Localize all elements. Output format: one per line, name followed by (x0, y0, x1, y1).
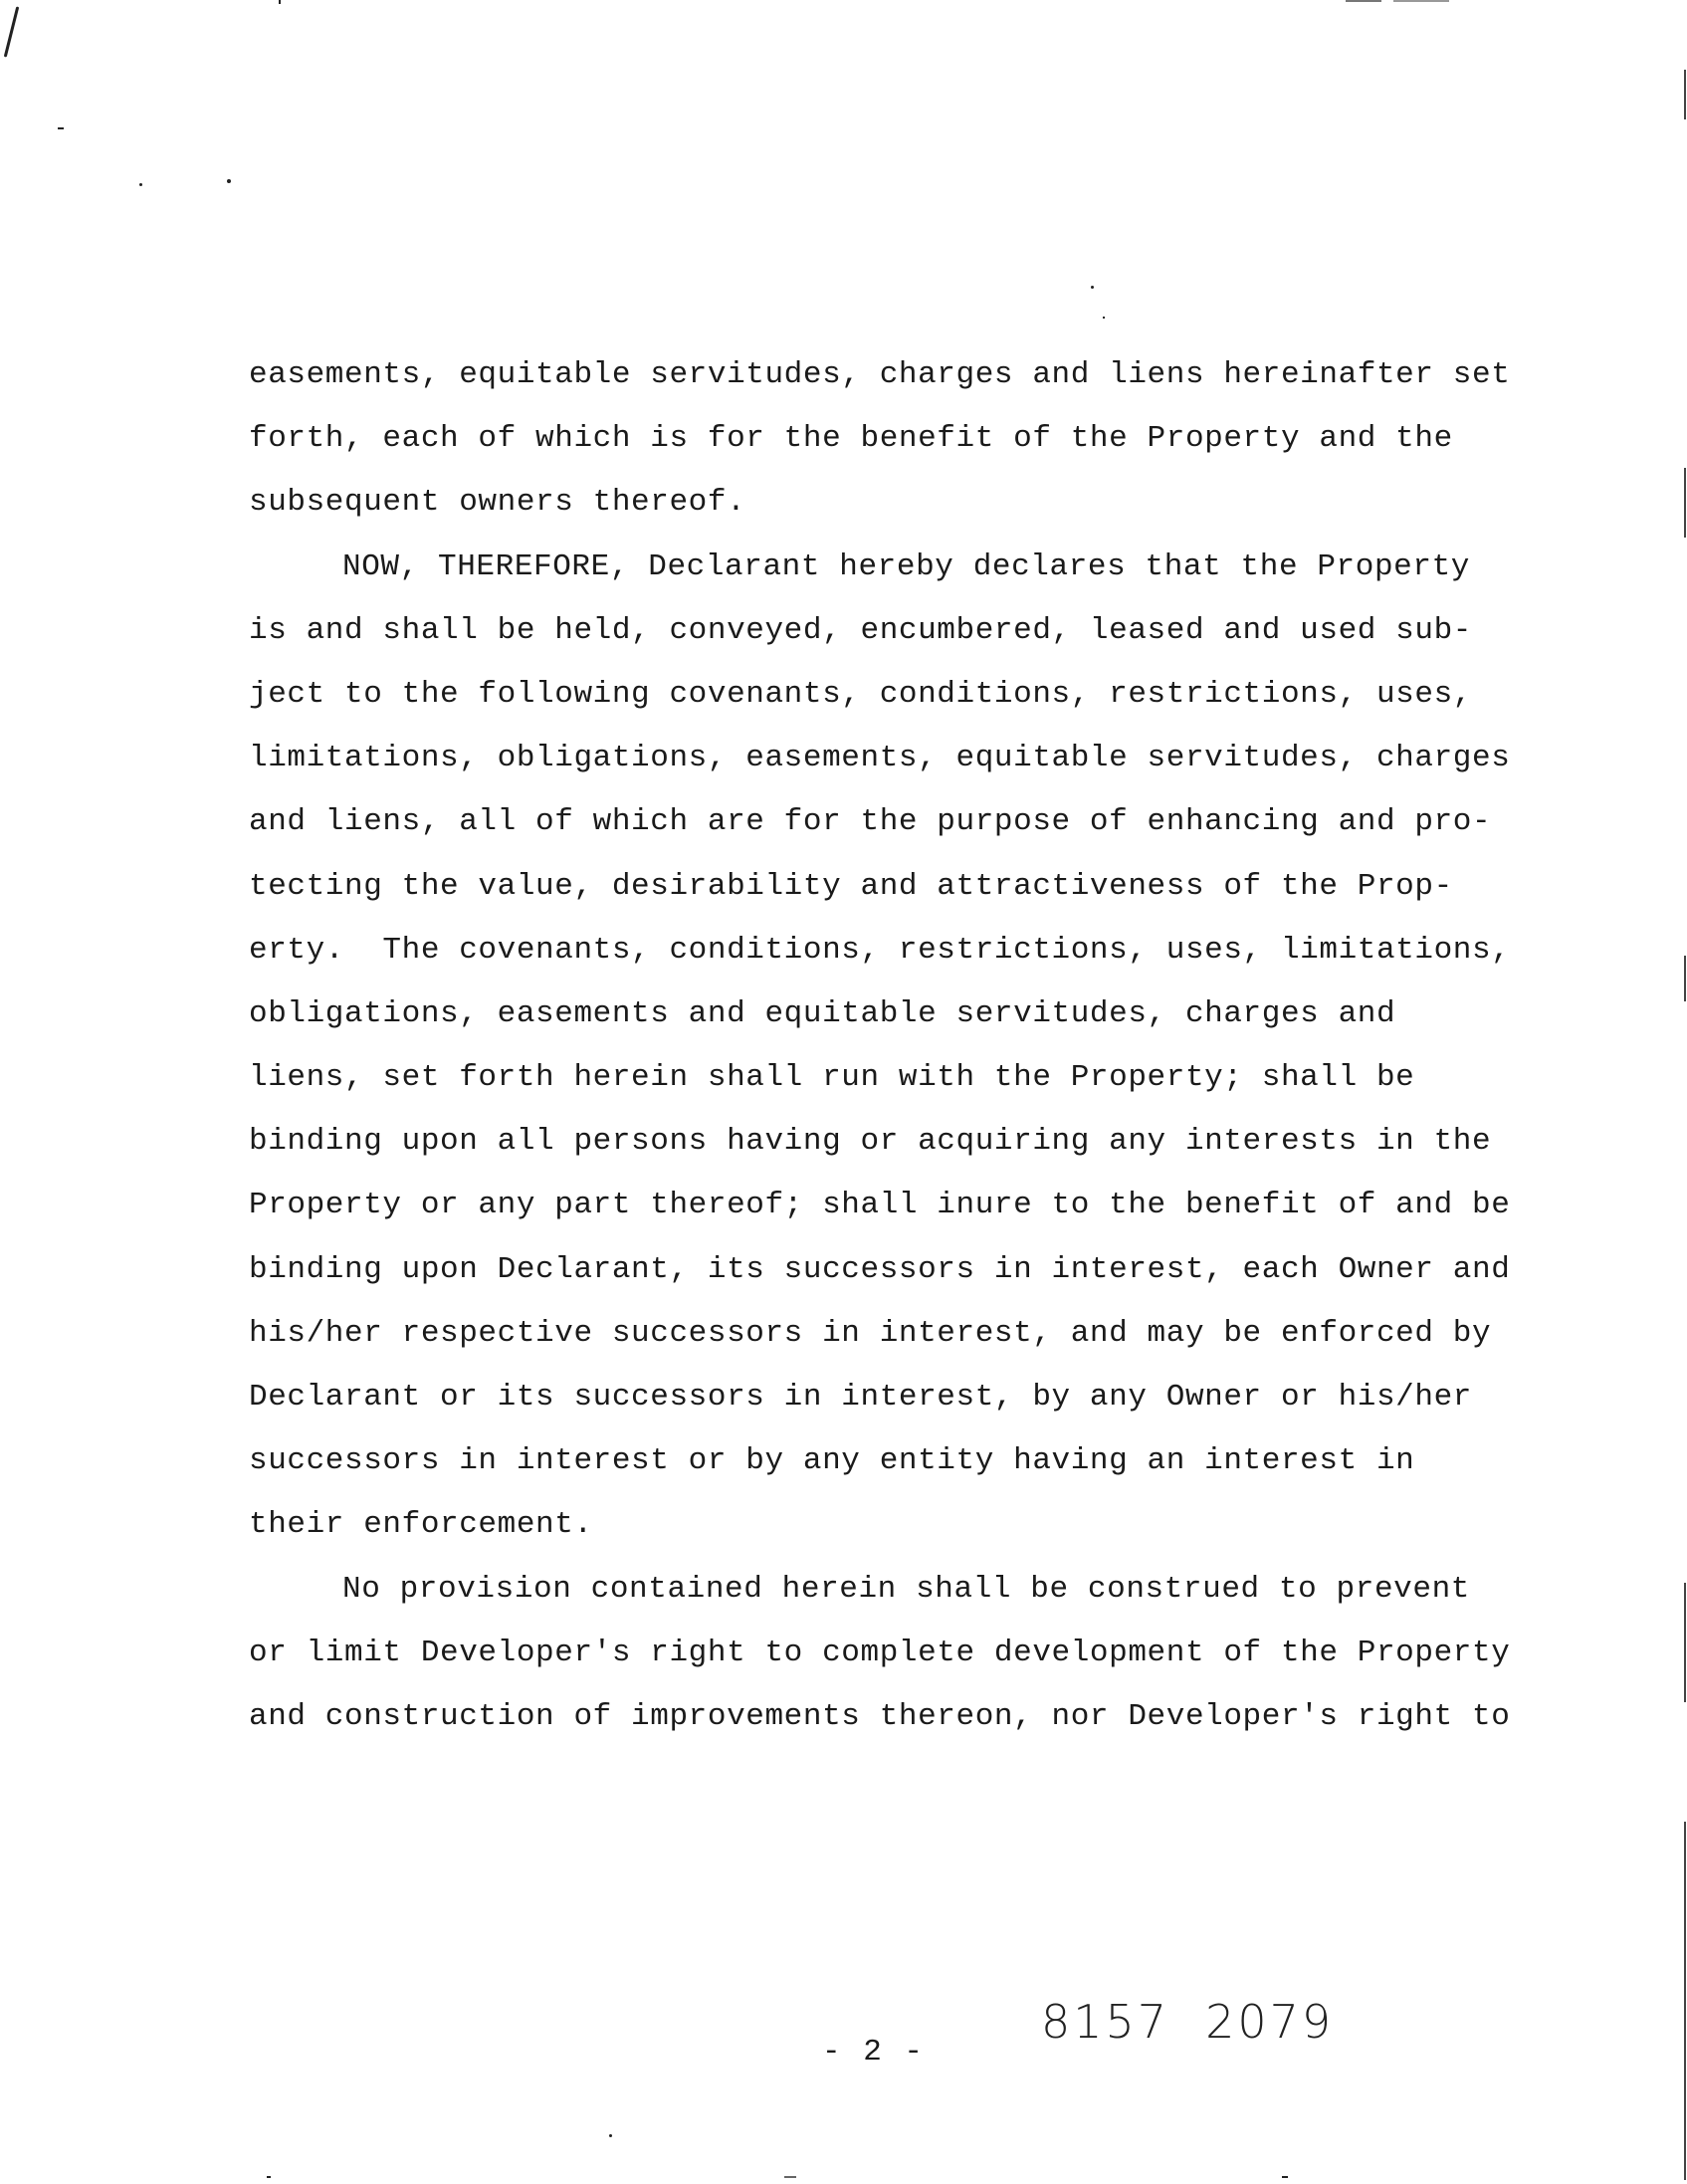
scan-dot (609, 2134, 612, 2137)
text-line: NOW, THEREFORE, Declarant hereby declares that the Property (342, 548, 1470, 584)
scan-dot (1091, 286, 1094, 289)
text-line: obligations, easements and equitable servitudes, charges and (249, 995, 1396, 1031)
text-line: his/her respective successors in interest, and may be enforced by (249, 1315, 1492, 1351)
scan-mark (4, 6, 19, 57)
text-line: ject to the following covenants, conditions, restrictions, uses, (249, 676, 1472, 712)
scan-edge-line (1684, 468, 1686, 538)
text-line: liens, set forth herein shall run with the Property; shall be (249, 1060, 1415, 1096)
text-line: tecting the value, desirability and attractiveness of the Prop- (249, 868, 1453, 904)
text-line: limitations, obligations, easements, equitable servitudes, charges (249, 741, 1511, 776)
scan-dot (1103, 317, 1105, 319)
recording-page: 2079 (1205, 1995, 1335, 2049)
scan-dot (139, 183, 142, 186)
scan-dot (1393, 0, 1449, 2)
text-line: easements, equitable servitudes, charges and liens hereinafter set (249, 357, 1511, 392)
page-number: - 2 - (822, 2035, 926, 2070)
text-line: binding upon Declarant, its successors in interest, each Owner and (249, 1251, 1511, 1287)
paragraph (249, 536, 1523, 1558)
scan-dot (784, 2176, 796, 2178)
paragraph (249, 343, 1523, 536)
scan-dot (279, 0, 281, 4)
text-line: or limit Developer's right to complete development of the Property (249, 1635, 1511, 1670)
text-line: No provision contained herein shall be construed to prevent (342, 1571, 1470, 1607)
text-line: forth, each of which is for the benefit of the Property and the (249, 421, 1453, 457)
text-line: and liens, all of which are for the purpose of enhancing and pro- (249, 804, 1492, 840)
text-line: and construction of improvements thereon, nor Developer's right to (249, 1698, 1511, 1734)
text-line: subsequent owners thereof. (249, 485, 746, 521)
text-line: their enforcement. (249, 1507, 593, 1543)
paragraph (249, 1558, 1523, 1750)
scan-edge-line (1684, 1822, 1686, 2180)
recording-book: 8157 (1041, 1995, 1170, 2049)
scan-dot (58, 127, 64, 129)
scan-dot (1346, 0, 1381, 2)
scan-dot (1282, 2176, 1288, 2178)
body-text (249, 343, 1523, 1749)
scan-dot (227, 179, 231, 183)
scan-dot (267, 2176, 271, 2178)
scan-edge-line (1684, 70, 1686, 119)
text-line: is and shall be held, conveyed, encumbered, leased and used sub- (249, 612, 1472, 648)
scan-edge-line (1684, 1583, 1686, 1702)
text-line: Declarant or its successors in interest, by any Owner or his/her (249, 1380, 1472, 1415)
text-line: binding upon all persons having or acquiring any interests in the (249, 1124, 1492, 1160)
scan-edge-line (1684, 956, 1686, 1001)
recording-number (1041, 1995, 1334, 2049)
text-line: successors in interest or by any entity having an interest in (249, 1443, 1415, 1479)
text-line: erty. The covenants, conditions, restrictions, uses, limitations, (249, 932, 1511, 968)
text-line: Property or any part thereof; shall inure to the benefit of and be (249, 1188, 1511, 1223)
